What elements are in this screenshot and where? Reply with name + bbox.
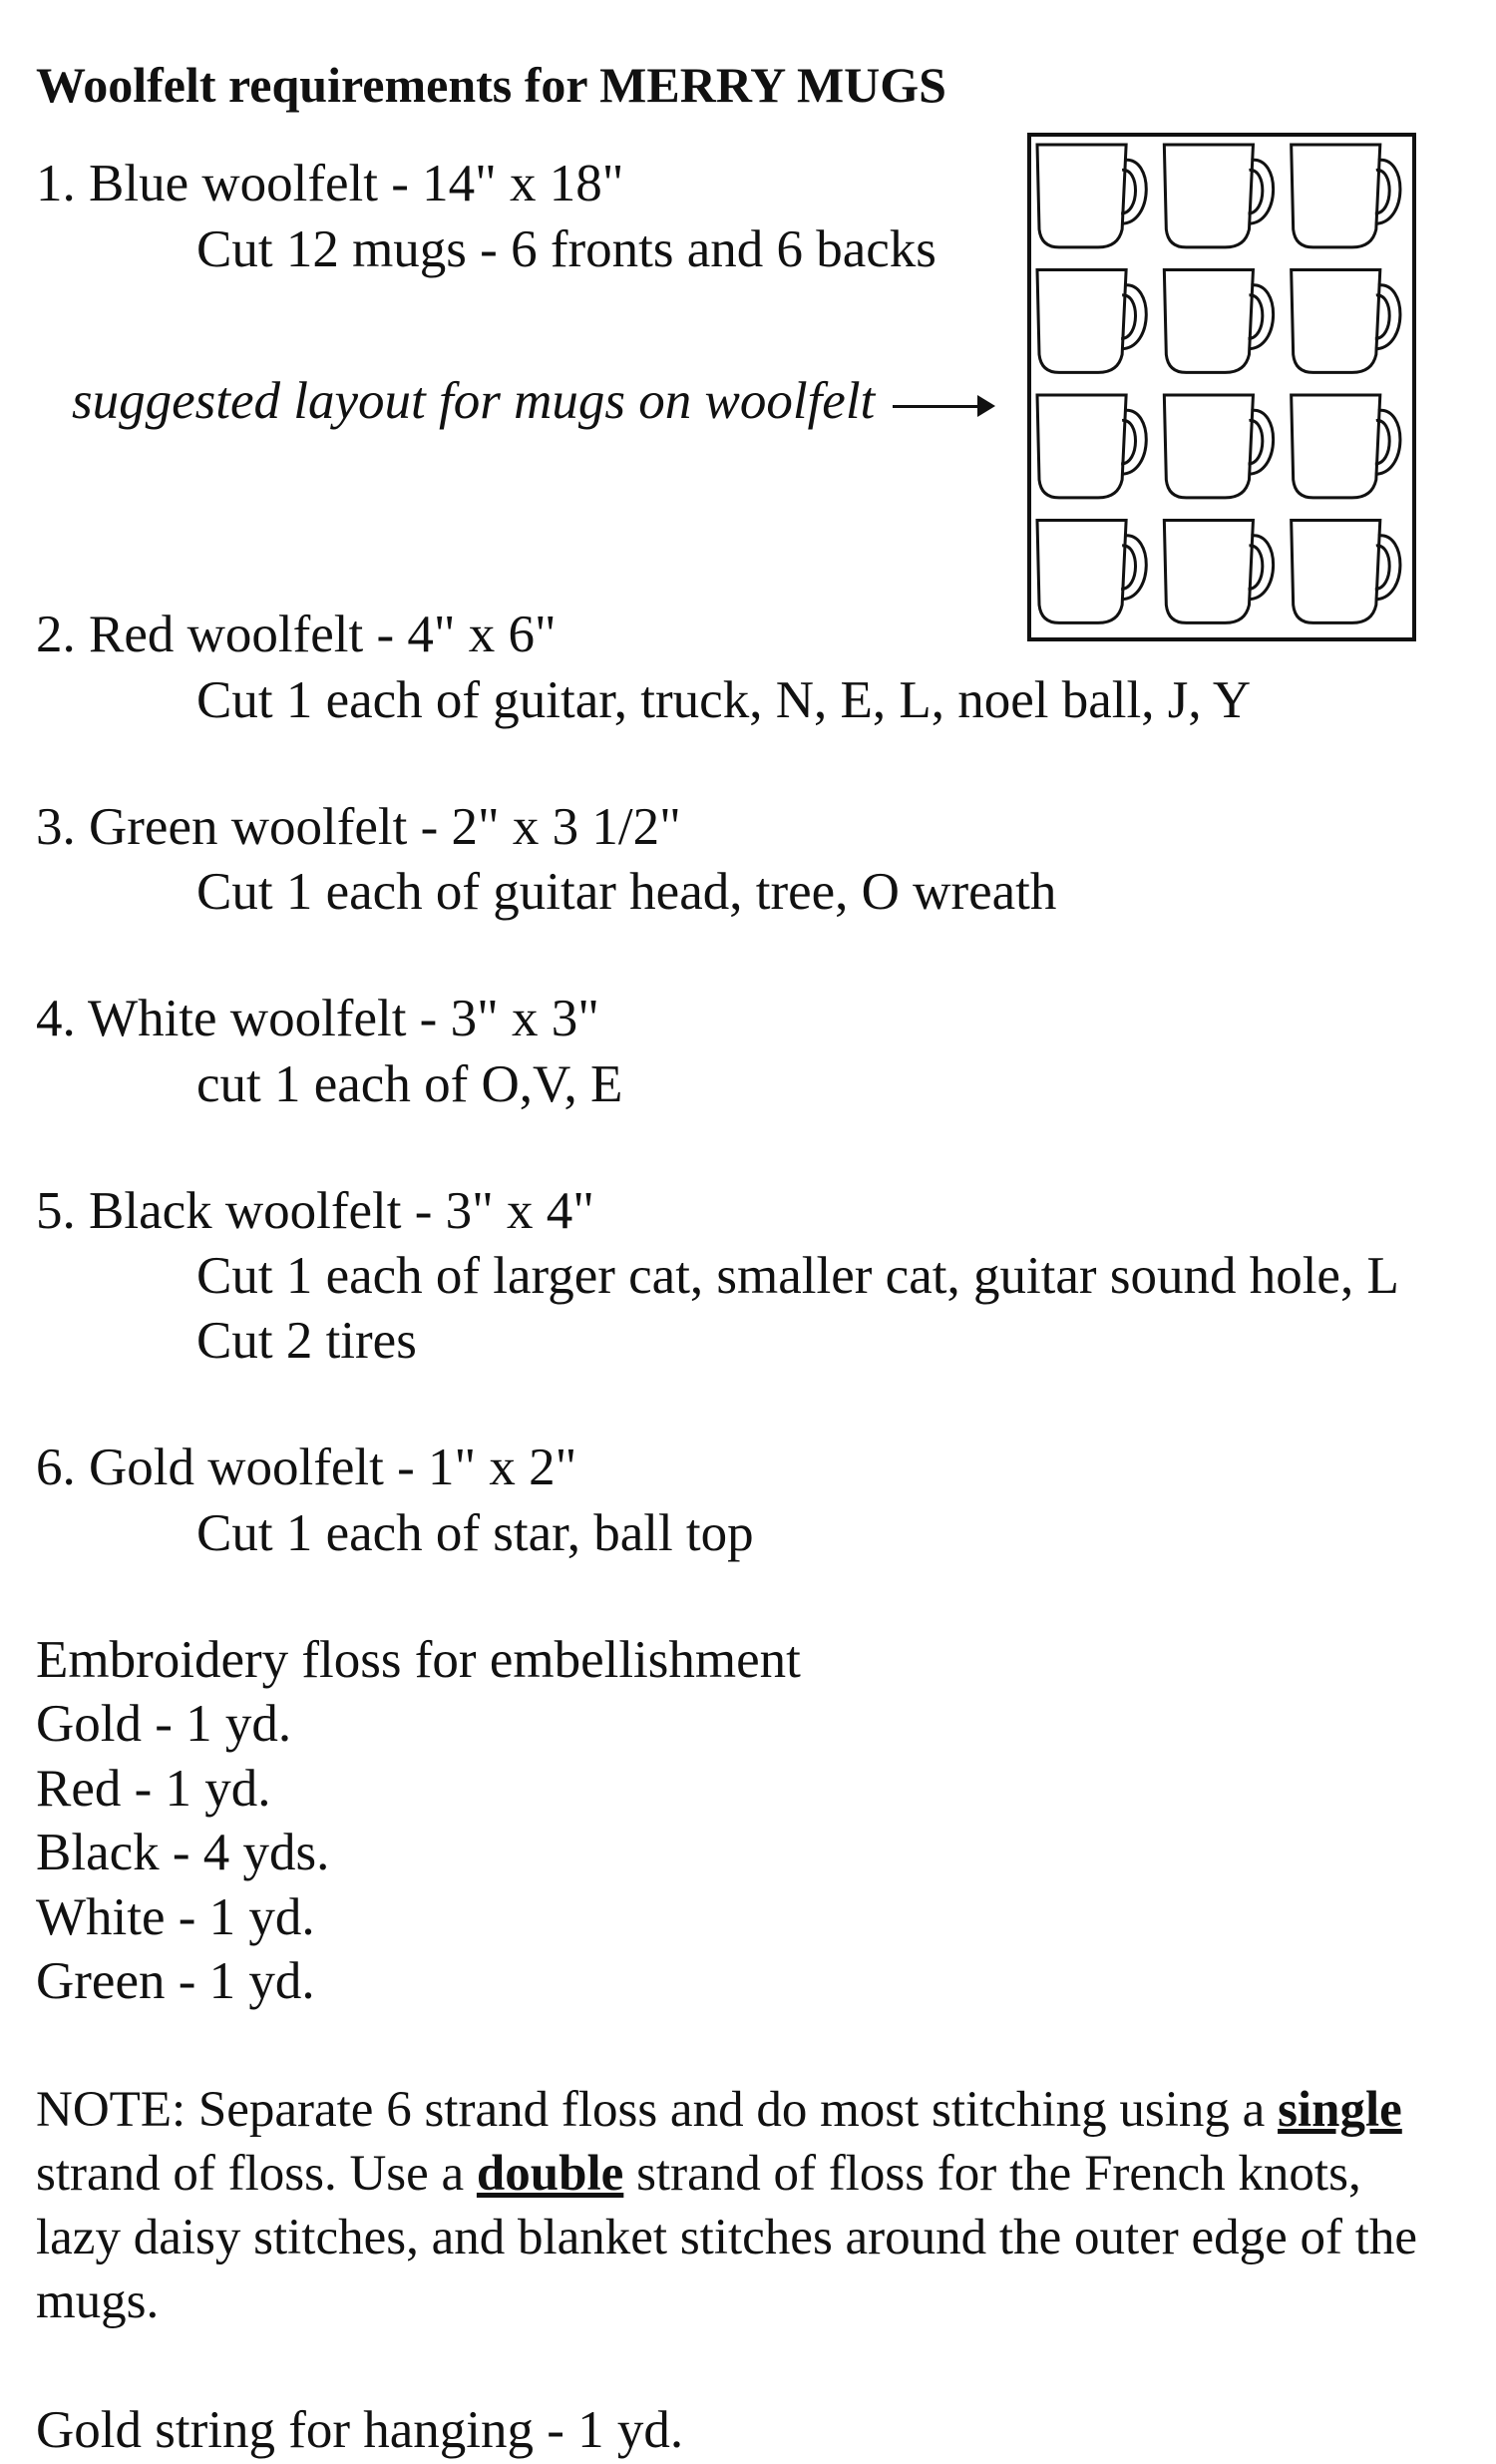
- mug-layout-svg: [1031, 137, 1412, 637]
- note-line-4: mugs.: [36, 2273, 160, 2329]
- item-2-line-1: Cut 1 each of guitar, truck, N, E, L, noel ball, J, Y: [196, 671, 1252, 729]
- item-5-heading: 5. Black woolfelt - 3" x 4": [36, 1182, 594, 1240]
- floss-white: White - 1 yd.: [36, 1888, 315, 1946]
- item-4-heading: 4. White woolfelt - 3" x 3": [36, 990, 599, 1047]
- arrow-right-icon: [893, 405, 987, 408]
- mug-outline: [1292, 145, 1400, 247]
- note-emphasis-single: single: [1278, 2082, 1402, 2138]
- item-3-heading: 3. Green woolfelt - 2" x 3 1/2": [36, 798, 681, 856]
- layout-caption: suggested layout for mugs on woolfelt: [72, 372, 876, 430]
- note-line-1-text: NOTE: Separate 6 strand floss and do most stitching using a: [36, 2082, 1279, 2138]
- mug-outline: [1164, 521, 1273, 623]
- note-line-2: [36, 2146, 1361, 2202]
- document-title: Woolfelt requirements for MERRY MUGS: [36, 57, 946, 113]
- floss-black: Black - 4 yds.: [36, 1824, 330, 1881]
- item-3-line-1: Cut 1 each of guitar head, tree, O wreath: [196, 863, 1057, 921]
- floss-red: Red - 1 yd.: [36, 1760, 271, 1818]
- item-5-line-1: Cut 1 each of larger cat, smaller cat, guitar sound hole, L: [196, 1247, 1399, 1305]
- mug-outline: [1164, 270, 1273, 373]
- note-line-2-rest: strand of floss for the French knots,: [623, 2146, 1361, 2202]
- item-2-heading: 2. Red woolfelt - 4" x 6": [36, 606, 557, 663]
- arrow-head-icon: [977, 395, 995, 417]
- mug-outline: [1292, 521, 1400, 623]
- hanging-string: Gold string for hanging - 1 yd.: [36, 2401, 684, 2459]
- mug-outline: [1164, 145, 1273, 247]
- mug-outline: [1292, 270, 1400, 373]
- note-emphasis-double: double: [476, 2146, 624, 2202]
- mug-outline: [1164, 395, 1273, 498]
- floss-green: Green - 1 yd.: [36, 1952, 315, 2010]
- item-1-heading: 1. Blue woolfelt - 14" x 18": [36, 155, 624, 212]
- mug-outline: [1037, 395, 1146, 498]
- item-1-line-1: Cut 12 mugs - 6 fronts and 6 backs: [196, 220, 936, 278]
- mug-outline: [1037, 270, 1146, 373]
- mug-outline: [1037, 521, 1146, 623]
- note-line-1: [36, 2082, 1402, 2138]
- floss-gold: Gold - 1 yd.: [36, 1695, 292, 1753]
- item-6-line-1: Cut 1 each of star, ball top: [196, 1504, 754, 1562]
- item-4-line-1: cut 1 each of O,V, E: [196, 1055, 623, 1113]
- mug-outline: [1292, 395, 1400, 498]
- item-6-heading: 6. Gold woolfelt - 1" x 2": [36, 1438, 577, 1496]
- floss-heading: Embroidery floss for embellishment: [36, 1631, 801, 1689]
- note-line-3: lazy daisy stitches, and blanket stitches around the outer edge of the: [36, 2210, 1418, 2265]
- item-5-line-2: Cut 2 tires: [196, 1312, 417, 1370]
- mug-outline: [1037, 145, 1146, 247]
- mug-layout-diagram: [1027, 133, 1416, 641]
- note-line-2-text: strand of floss. Use a: [36, 2146, 477, 2202]
